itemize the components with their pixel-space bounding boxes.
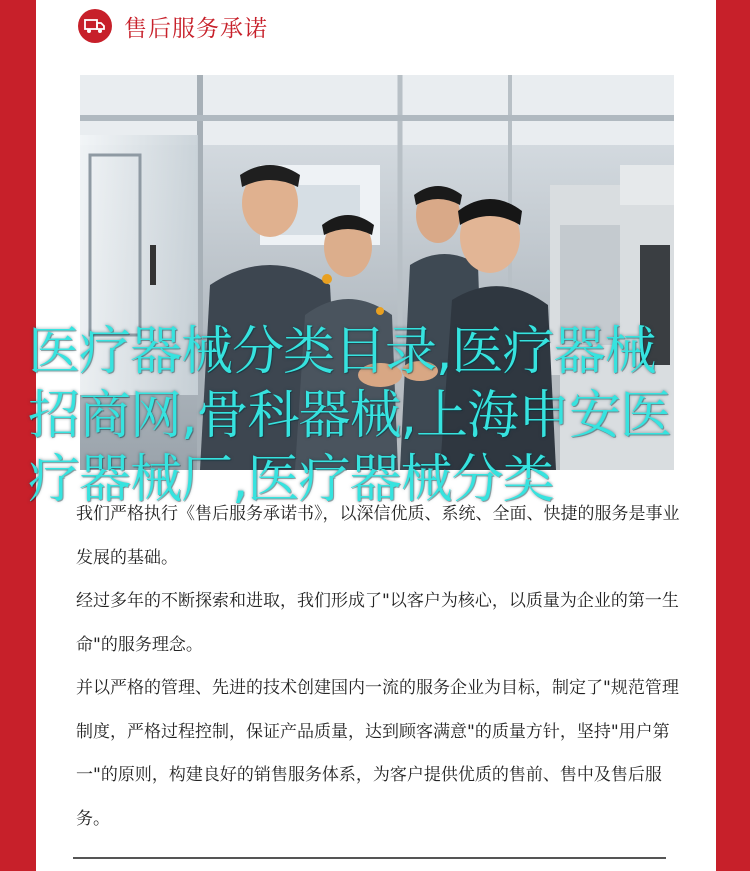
paragraph: 我们严格执行《售后服务承诺书》，以深信优质、系统、全面、快捷的服务是事业发展的基础。 — [76, 504, 680, 568]
seo-overlay-title: 医疗器械分类目录,医疗器械招商网,骨科器械,上海申安医疗器械厂,医疗器械分类 — [28, 322, 672, 510]
delivery-truck-icon — [78, 9, 112, 43]
right-red-bar — [716, 0, 750, 871]
commitment-text — [76, 493, 680, 841]
divider — [73, 857, 666, 859]
section-header — [78, 8, 268, 44]
section-title: 售后服务承诺 — [124, 15, 268, 42]
paragraph: 并以严格的管理、先进的技术创建国内一流的服务企业为目标，制定了"规范管理制度，严格过程控制，保证产品质量，达到顾客满意"的质量方针，坚持"用户第一"的原则，构建良好的销售服务体系，为客户提供优质的售前、售中及售后服务。 — [76, 678, 679, 829]
paragraph: 经过多年的不断探索和进取，我们形成了"以客户为核心，以质量为企业的第一生命"的服务理念。 — [76, 591, 679, 655]
